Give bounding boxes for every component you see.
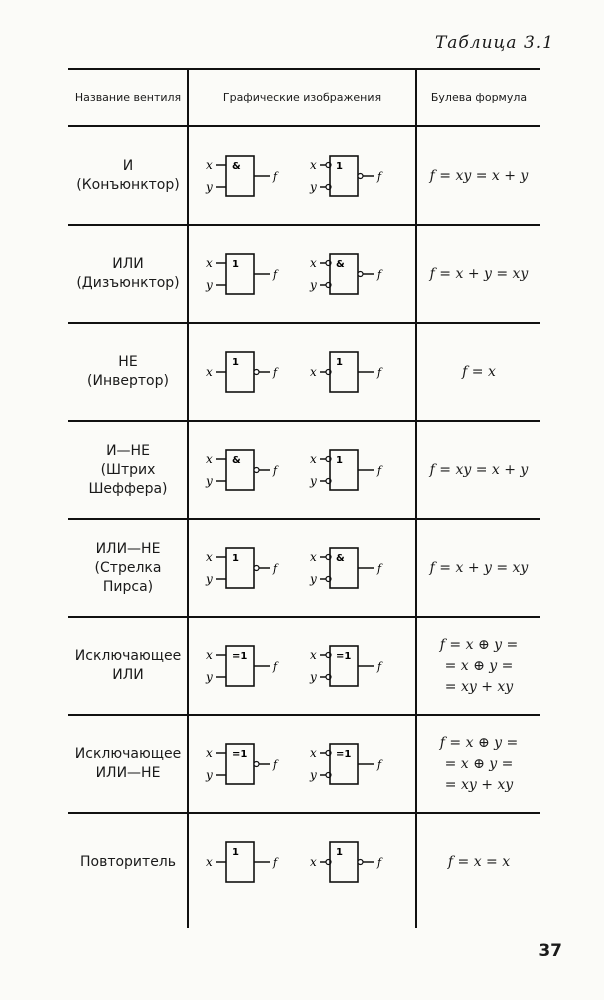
gate-name-line: (Стрелка Пирса) <box>94 559 162 595</box>
gate-input-label: y <box>206 278 213 292</box>
gate-function-symbol: =1 <box>336 749 352 760</box>
boolean-formula-cell <box>418 421 540 519</box>
gate-graphics-cell <box>190 813 414 911</box>
gate-name-line: Исключающее <box>74 746 182 762</box>
gate-function-symbol: 1 <box>336 455 343 466</box>
gate-name-cell <box>68 225 188 323</box>
gate-function-symbol: 1 <box>232 357 239 368</box>
gate-input-label: x <box>310 452 317 466</box>
gate-input-label: y <box>206 474 213 488</box>
gate-function-symbol: 1 <box>232 259 239 270</box>
gate-input-label: y <box>310 474 317 488</box>
gate-output-label: f <box>273 366 278 379</box>
formula-line: = xy + xy <box>444 776 514 793</box>
gate-output-label: f <box>377 366 382 379</box>
gate-output-label: f <box>377 758 382 771</box>
gate-input-label: y <box>310 768 317 782</box>
formula-line: f = xy = x + y <box>429 461 529 478</box>
formula-line: = x ⊕ y = <box>444 755 514 772</box>
header-graphics: Графические изображения <box>222 91 382 104</box>
gate-function-symbol: =1 <box>232 749 248 760</box>
gate-name-line: И <box>122 158 134 174</box>
gate-name-line: ИЛИ <box>112 256 144 272</box>
gate-input-label: x <box>310 158 317 172</box>
formula-line: f = x ⊕ y = <box>439 734 519 751</box>
gate-graphics-cell <box>190 225 414 323</box>
gate-name-line: И—НЕ <box>106 442 150 459</box>
gate-name-line: НЕ <box>118 354 138 370</box>
logic-gate-symbol <box>309 548 383 588</box>
gate-name-cell <box>68 323 188 421</box>
gate-output-label: f <box>273 660 278 673</box>
gate-name-cell <box>68 813 188 911</box>
gate-function-symbol: =1 <box>232 651 248 662</box>
gate-function-symbol: 1 <box>336 357 343 368</box>
gate-function-symbol: 1 <box>232 847 239 858</box>
gate-input-label: x <box>206 855 213 869</box>
gate-name-line: (Дизъюнктор) <box>76 275 180 291</box>
gate-diagrams <box>190 323 414 421</box>
logic-gate-symbol <box>205 646 279 686</box>
formula-line: f = x + y = xy <box>429 559 529 576</box>
gate-output-label: f <box>273 170 278 183</box>
gate-input-label: y <box>310 278 317 292</box>
gate-output-label: f <box>377 562 382 575</box>
gate-input-label: y <box>206 572 213 586</box>
formula-line: = xy + xy <box>444 678 514 695</box>
gate-output-label: f <box>273 758 278 771</box>
gate-input-label: x <box>206 158 213 172</box>
logic-gate-symbol <box>309 744 383 784</box>
gate-function-symbol: & <box>232 455 241 466</box>
gate-name-line: ИЛИ—НЕ <box>95 540 161 557</box>
gate-input-label: x <box>206 365 213 379</box>
boolean-formula-cell <box>418 323 540 421</box>
logic-gate-symbol <box>205 450 279 490</box>
gate-name-line: (Инвертор) <box>87 373 169 389</box>
boolean-formula-cell <box>418 225 540 323</box>
gate-name-line: Шеффера) <box>88 480 168 497</box>
gate-output-label: f <box>377 268 382 281</box>
gate-function-symbol: & <box>336 259 345 270</box>
gate-input-label: x <box>310 855 317 869</box>
gate-function-symbol: 1 <box>336 161 343 172</box>
logic-gate-symbol <box>205 548 279 588</box>
gate-name-cell <box>68 617 188 715</box>
gate-name-cell <box>68 127 188 225</box>
column-divider-2 <box>415 68 417 928</box>
header-formula: Булева формула <box>430 91 528 104</box>
gate-name-line: ИЛИ—НЕ <box>95 765 161 781</box>
boolean-formula-cell <box>418 617 540 715</box>
gate-function-symbol: 1 <box>232 553 239 564</box>
formula-line: = x ⊕ y = <box>444 657 514 674</box>
formula-line: f = x <box>462 363 496 380</box>
gate-diagrams <box>190 421 414 519</box>
gate-graphics-cell <box>190 323 414 421</box>
gate-input-label: x <box>310 550 317 564</box>
page-number: 37 <box>538 941 562 961</box>
gate-input-label: x <box>206 746 213 760</box>
gate-output-label: f <box>273 562 278 575</box>
gate-output-label: f <box>273 856 278 869</box>
gate-function-symbol: & <box>336 553 345 564</box>
logic-gate-symbol <box>205 254 279 294</box>
gate-diagrams <box>190 225 414 323</box>
gate-input-label: x <box>206 648 213 662</box>
gate-name-cell <box>68 519 188 617</box>
gate-input-label: x <box>310 746 317 760</box>
gate-diagrams <box>190 813 414 911</box>
gate-name-line: (Штрих <box>100 461 156 478</box>
gate-diagrams <box>190 617 414 715</box>
logic-gate-symbol <box>310 352 383 392</box>
gate-graphics-cell <box>190 617 414 715</box>
gate-output-label: f <box>273 464 278 477</box>
formula-line: f = xy = x + y <box>429 167 529 184</box>
gate-diagrams <box>190 715 414 813</box>
logic-gate-symbol <box>310 842 383 882</box>
gate-input-label: x <box>206 550 213 564</box>
gate-function-symbol: 1 <box>336 847 343 858</box>
formula-line: f = x ⊕ y = <box>439 636 519 653</box>
gate-input-label: y <box>206 768 213 782</box>
boolean-formula-cell <box>418 715 540 813</box>
gate-name-line: Исключающее <box>74 648 182 664</box>
gate-name-line: Повторитель <box>79 853 177 870</box>
formula-line: f = x = x <box>447 853 511 870</box>
gate-input-label: x <box>206 256 213 270</box>
gate-name-cell <box>68 715 188 813</box>
gate-input-label: x <box>310 256 317 270</box>
gate-diagrams <box>190 127 414 225</box>
header-gate-name: Название вентиля <box>74 91 182 104</box>
logic-gate-symbol <box>309 450 383 490</box>
gate-function-symbol: =1 <box>336 651 352 662</box>
boolean-formula-cell <box>418 519 540 617</box>
logic-gate-symbol <box>206 842 279 882</box>
gate-name-line: ИЛИ <box>112 667 144 683</box>
gate-input-label: y <box>310 670 317 684</box>
gate-output-label: f <box>377 856 382 869</box>
gate-input-label: y <box>310 180 317 194</box>
gate-output-label: f <box>273 268 278 281</box>
logic-gate-symbol <box>205 744 279 784</box>
logic-gate-symbol <box>206 352 279 392</box>
gate-input-label: y <box>206 670 213 684</box>
gate-output-label: f <box>377 660 382 673</box>
gate-function-symbol: & <box>232 161 241 172</box>
logic-gate-symbol <box>205 156 279 196</box>
logic-gate-symbol <box>309 156 383 196</box>
gate-graphics-cell <box>190 715 414 813</box>
gate-graphics-cell <box>190 519 414 617</box>
gate-diagrams <box>190 519 414 617</box>
gate-name-cell <box>68 421 188 519</box>
gate-input-label: y <box>310 572 317 586</box>
gate-output-label: f <box>377 464 382 477</box>
boolean-formula-cell <box>418 127 540 225</box>
gate-graphics-cell <box>190 421 414 519</box>
logic-gate-symbol <box>309 254 383 294</box>
boolean-formula-cell <box>418 813 540 911</box>
gate-input-label: x <box>310 648 317 662</box>
table-caption: Таблица 3.1 <box>434 33 554 53</box>
formula-line: f = x + y = xy <box>429 265 529 282</box>
gate-input-label: x <box>206 452 213 466</box>
gate-input-label: y <box>206 180 213 194</box>
gate-output-label: f <box>377 170 382 183</box>
logic-gate-symbol <box>309 646 383 686</box>
gate-input-label: x <box>310 365 317 379</box>
gate-graphics-cell <box>190 127 414 225</box>
gate-name-line: (Конъюнктор) <box>76 177 180 193</box>
